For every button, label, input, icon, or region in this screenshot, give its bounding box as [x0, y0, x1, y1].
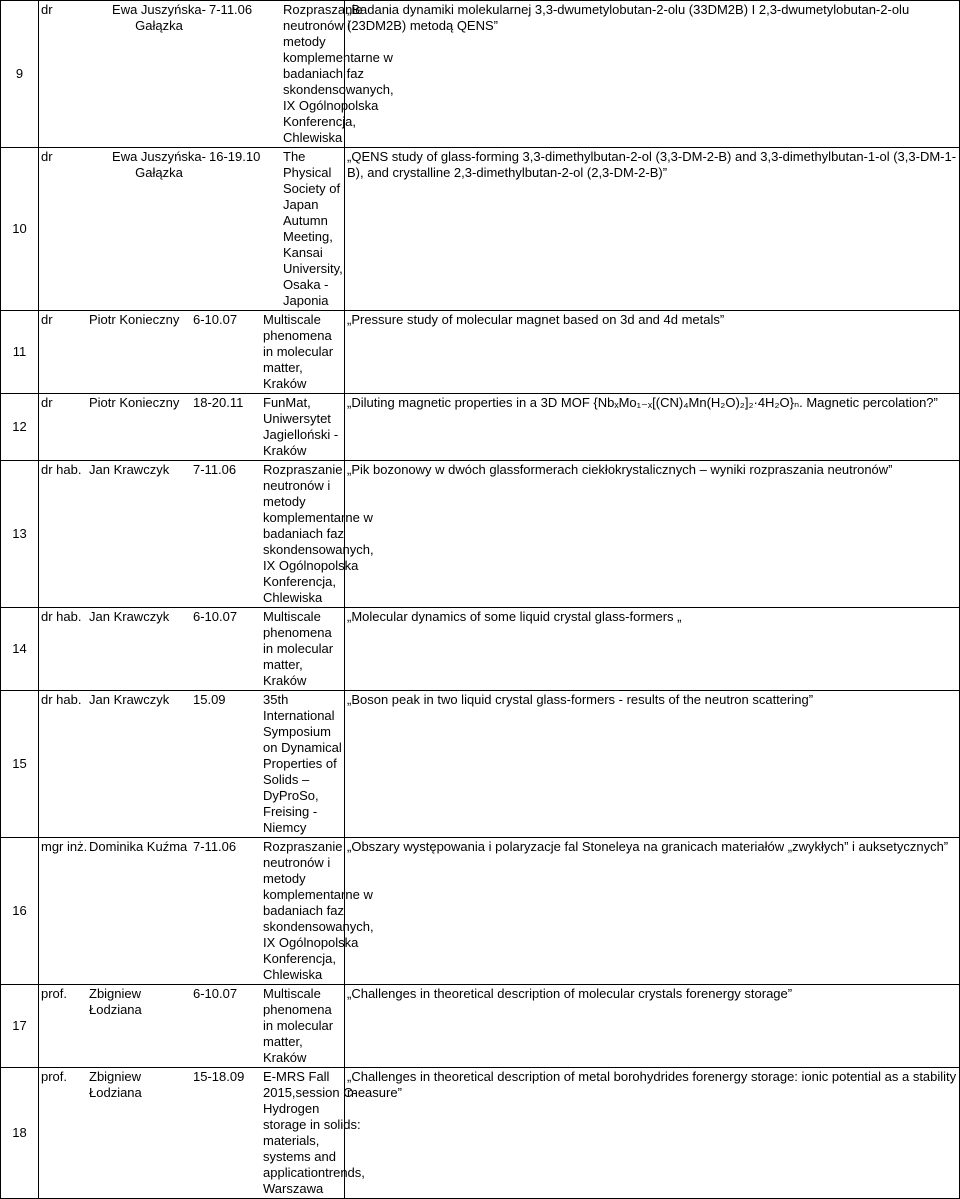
conference-date: 15-18.09 [193, 1069, 245, 1084]
presentation-info [41, 149, 342, 309]
presentation-title: „Challenges in theoretical description of molecular crystals forenergy storage” [345, 985, 960, 1068]
conference-date: 6-10.07 [193, 609, 238, 624]
author-name: Zbigniew Łodziana [89, 986, 142, 1017]
academic-degree: dr [41, 2, 53, 17]
conference-name: FunMat, Uniwersytet Jagielloński - Kraków [263, 395, 339, 458]
conference-name: Multiscale phenomena in molecular matter, Kraków [263, 986, 334, 1065]
conference-name: 35th International Symposium on Dynamical Properties of Solids – DyProSo, Freising - Niemcy [263, 692, 342, 835]
presentation-info-cell [39, 461, 374, 608]
row-number: 17 [1, 985, 39, 1068]
author-name: Jan Krawczyk [89, 609, 170, 624]
presentation-info-cell [39, 311, 345, 394]
conference-date: 7-11.06 [209, 2, 253, 17]
presentation-info-cell [39, 1068, 365, 1199]
academic-degree: prof. [41, 986, 68, 1001]
author-name: Piotr Konieczny [89, 312, 180, 327]
table-row [1, 608, 960, 691]
conference-date: 15.09 [193, 692, 226, 707]
presentation-info-cell [39, 691, 345, 838]
conference-name: E-MRS Fall 2015,session C-Hydrogen storage in solids: materials, systems and applicationtrends, Warszawa [263, 1069, 365, 1196]
conference-name: Multiscale phenomena in molecular matter, Kraków [263, 312, 334, 391]
author-name: Zbigniew Łodziana [89, 1069, 142, 1100]
conference-name: Multiscale phenomena in molecular matter, Kraków [263, 609, 334, 688]
presentation-info [41, 609, 342, 689]
presentation-info [41, 395, 342, 459]
academic-degree: dr [41, 395, 53, 410]
conference-date: 7-11.06 [193, 839, 237, 854]
presentation-info [41, 839, 374, 983]
presentation-info [41, 1069, 365, 1197]
presentation-info-cell [39, 608, 345, 691]
academic-degree: dr hab. [41, 462, 82, 477]
conference-date: 7-11.06 [193, 462, 237, 477]
row-number: 16 [1, 838, 39, 985]
table-row [1, 691, 960, 838]
row-number: 10 [1, 148, 39, 311]
table-row [1, 1, 960, 148]
row-number: 12 [1, 394, 39, 461]
academic-degree: dr [41, 149, 53, 164]
conference-name: The Physical Society of Japan Autumn Meeting, Kansai University, Osaka - Japonia [283, 149, 343, 308]
table-row [1, 311, 960, 394]
row-number: 14 [1, 608, 39, 691]
table-row [1, 461, 960, 608]
author-name: Ewa Juszyńska-Gałązka [112, 149, 206, 180]
conference-date: 6-10.07 [193, 986, 238, 1001]
presentation-info [41, 2, 394, 146]
conference-date: 18-20.11 [193, 395, 244, 410]
row-number: 9 [1, 1, 39, 148]
presentation-info-cell [39, 1, 394, 148]
conference-name: Rozpraszanie neutronów i metody komplementarne w badaniach faz skondensowanych, IX Ogólnopolska Konferencja, Chlewiska [263, 462, 374, 605]
academic-degree: prof. [41, 1069, 68, 1084]
academic-degree: dr [41, 312, 53, 327]
presentation-title: „Pik bozonowy w dwóch glassformerach ciekłokrystalicznych – wyniki rozpraszania neutronów” [345, 461, 960, 608]
presentation-info-cell [39, 838, 374, 985]
academic-degree: dr hab. [41, 692, 82, 707]
academic-degree: dr hab. [41, 609, 82, 624]
row-number: 11 [1, 311, 39, 394]
table-row [1, 1068, 960, 1199]
author-name: Piotr Konieczny [89, 395, 180, 410]
row-number: 15 [1, 691, 39, 838]
table-row [1, 394, 960, 461]
presentation-info [41, 692, 342, 836]
presentation-title: „Challenges in theoretical description of metal borohydrides forenergy storage: ionic potential as a stability measure” [345, 1068, 960, 1199]
presentation-title: „Pressure study of molecular magnet based on 3d and 4d metals” [345, 311, 960, 394]
academic-degree: mgr inż. [41, 839, 88, 854]
presentation-info-cell [39, 985, 345, 1068]
presentation-info [41, 462, 374, 606]
conference-date: 6-10.07 [193, 312, 238, 327]
row-number: 18 [1, 1068, 39, 1199]
presentation-info [41, 986, 342, 1066]
table-row [1, 148, 960, 311]
author-name: Jan Krawczyk [89, 462, 170, 477]
presentation-title: „Diluting magnetic properties in a 3D MOF {NbₓMo₁₋ₓ[(CN)₄Mn(H₂O)₂]₂·4H₂O}ₙ. Magnetic percolation?” [345, 394, 960, 461]
conference-name: Rozpraszanie neutronów i metody komplementarne w badaniach faz skondensowanych, IX Ogólnopolska Konferencja, Chlewiska [283, 2, 394, 145]
conference-name: Rozpraszanie neutronów i metody komplementarne w badaniach faz skondensowanych, IX Ogólnopolska Konferencja, Chlewiska [263, 839, 374, 982]
presentation-info-cell [39, 394, 345, 461]
presentation-title: „QENS study of glass-forming 3,3-dimethylbutan-2-ol (3,3-DM-2-B) and 3,3-dimethylbutan-1-ol (3,3-DM-1-B), and crystalline 2,3-dimethylbutan-2-ol (2,3-DM-2-B)” [345, 148, 960, 311]
presentation-title: „Obszary występowania i polaryzacje fal Stoneleya na granicach materiałów „zwykłych” i auksetycznych” [345, 838, 960, 985]
author-name: Ewa Juszyńska-Gałązka [112, 2, 206, 33]
conference-date: 16-19.10 [209, 149, 261, 164]
author-name: Dominika Kuźma [89, 839, 188, 854]
presentation-title: „Molecular dynamics of some liquid crystal glass-formers „ [345, 608, 960, 691]
presentation-title: „Badania dynamiki molekularnej 3,3-dwumetylobutan-2-olu (33DM2B) I 2,3-dwumetylobutan-2-olu (23DM2B) metodą QENS” [345, 1, 960, 148]
table-row [1, 985, 960, 1068]
presentation-info-cell [39, 148, 345, 311]
row-number: 13 [1, 461, 39, 608]
author-name: Jan Krawczyk [89, 692, 170, 707]
presentation-info [41, 312, 342, 392]
table-row [1, 838, 960, 985]
presentation-title: „Boson peak in two liquid crystal glass-formers - results of the neutron scattering” [345, 691, 960, 838]
